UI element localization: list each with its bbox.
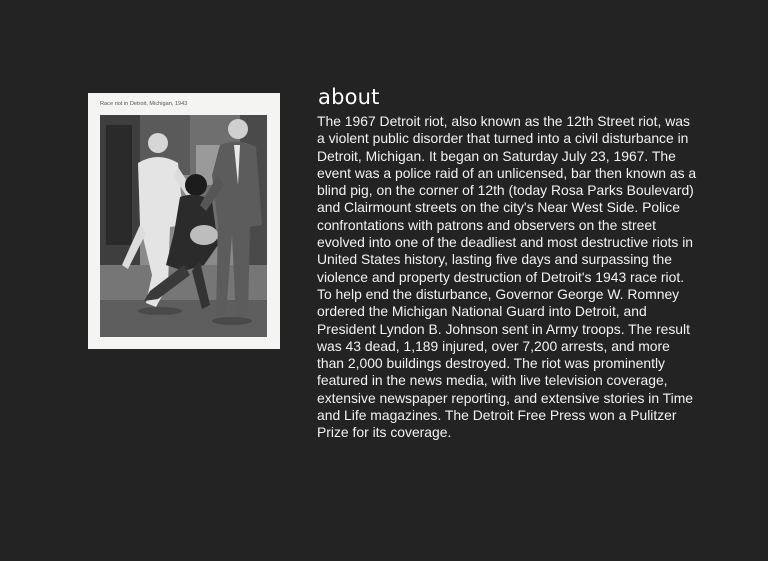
about-paragraph-2: To help end the disturbance, Governor George W. Romney ordered the Michigan National Guard into Detroit, and President Lyndon B. Johnson sent in Army troops. The result was 43 dead, 1,189 injured, over 7,200 arrests, and more than 2,000 buildings destroyed. The riot was prominently featured in the news media, with live television coverage, extensive newspaper reporting, and extensive stories in Time and Life magazines. The Detroit Free Press won a Pulitzer Prize for its coverage.: [317, 285, 694, 441]
about-heading: about: [318, 85, 380, 109]
historical-photo: [100, 115, 267, 337]
photo-image: [100, 115, 267, 337]
photo-card: [88, 93, 280, 349]
about-text: [317, 113, 697, 442]
about-paragraph-1: The 1967 Detroit riot, also known as the 12th Street riot, was a violent public disorder that turned into a civil disturbance in Detroit, Michigan. It began on Saturday July 23, 1967. The event was a police raid of an unlicensed, bar then known as a blind pig, on the corner of 12th (today Rosa Parks Boulevard) and Clairmount streets on the city's Near West Side. Police confrontations with patrons and observers on the street evolved into one of the deadliest and most destructive riots in United States history, lasting five days and surpassing the violence and property destruction of Detroit's 1943 race riot.: [317, 113, 697, 285]
photo-caption: Race riot in Detroit, Michigan, 1943: [100, 101, 188, 107]
